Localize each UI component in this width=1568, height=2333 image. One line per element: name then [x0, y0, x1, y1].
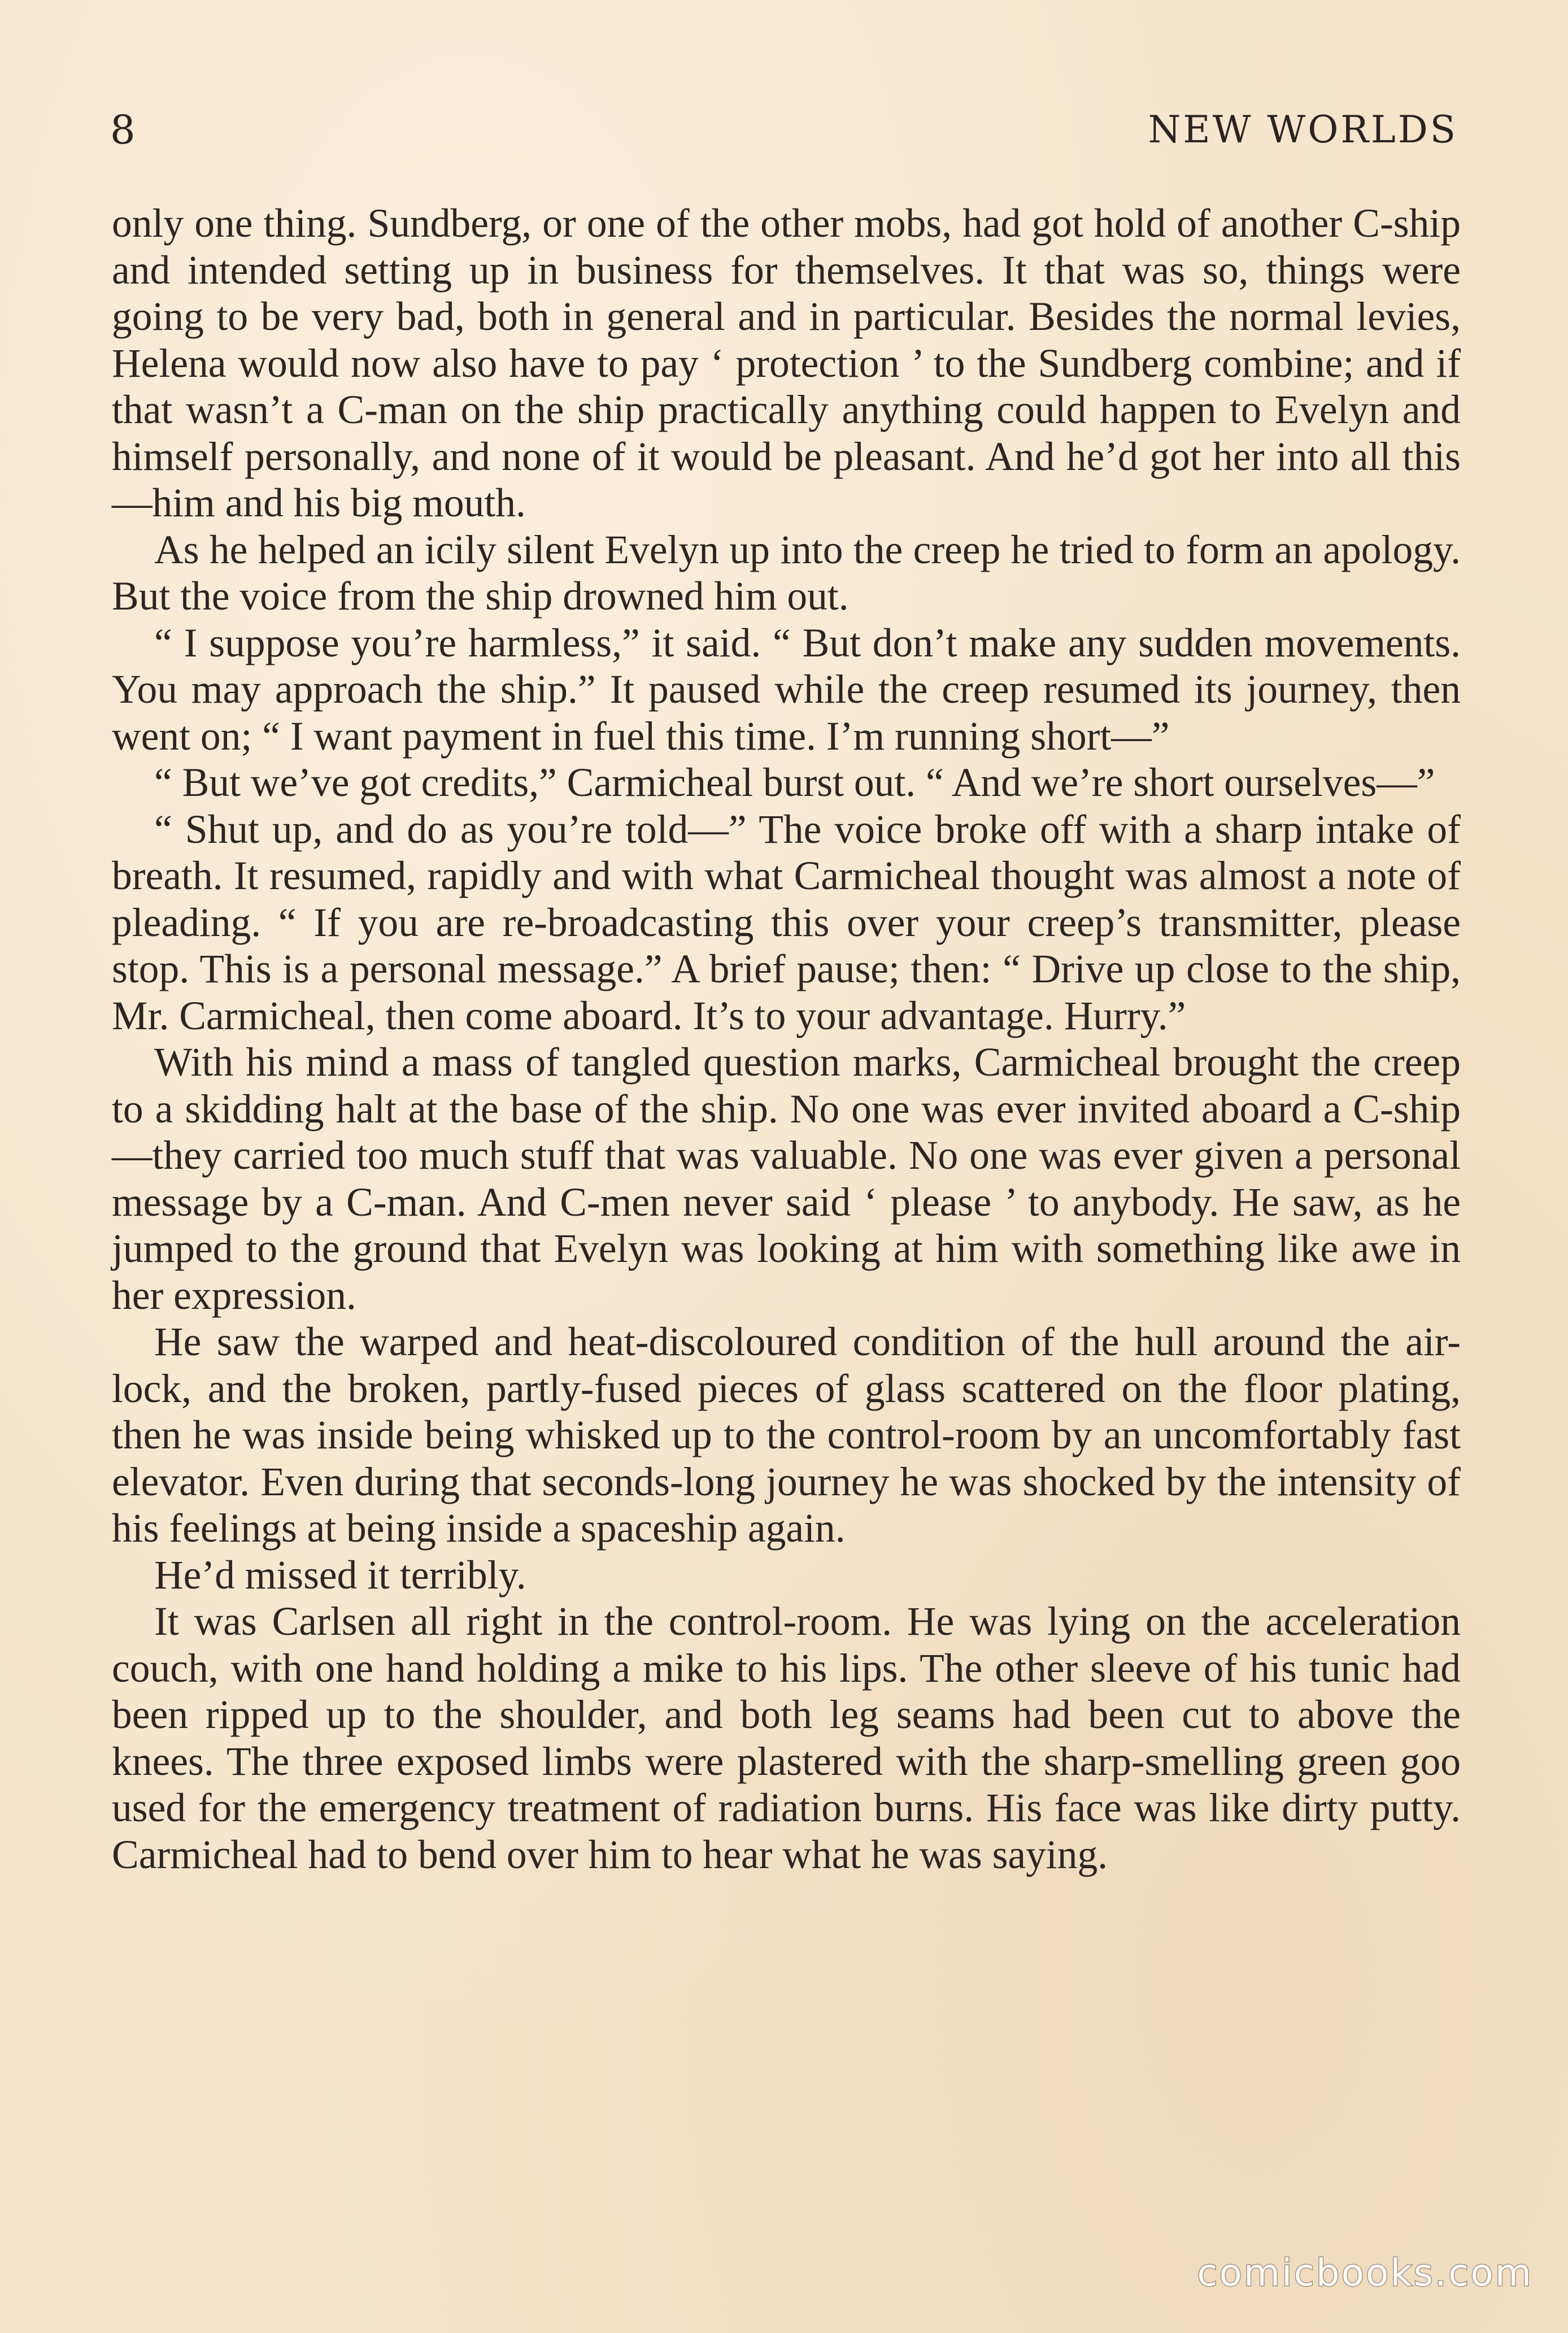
paragraph: only one thing. Sundberg, or one of the other mobs, had got hold of another C-ship and intended setting up in business for themselves. It that was so, things were going to be very bad, both in general and in particular. Besides the normal levies, Helena would now also have to pay ‘ protection ’ to the Sundberg combine; and if that wasn’t a C-man on the ship practically anything could happen to Evelyn and himself personally, and none of it would be pleasant. And he’d got her into all this—him and his big mouth. — [112, 201, 1461, 525]
paragraph: “ Shut up, and do as you’re told—” The voice broke off with a sharp intake of breath. It resumed, rapidly and with what Carmicheal thought was almost a note of pleading. “ If you are re-broadcasting this over your creep’s transmitter, please stop. This is a personal message.” A brief pause; then: “ Drive up close to the ship, Mr. Carmicheal, then come aboard. It’s to your advantage. Hurry.” — [112, 807, 1461, 1038]
paragraph: He’d missed it terribly. — [154, 1552, 526, 1598]
running-title: NEW WORLDS — [1148, 108, 1458, 151]
paragraph: He saw the warped and heat-discoloured condition of the hull around the air-lock, and the broken, partly-fused pieces of glass scattered on the floor plating, then he was inside being whisked up to the control-room by an uncomfortably fast elevator. Even during that seconds-long journey he was shocked by the intensity of his feelings at being inside a spaceship again. — [112, 1320, 1461, 1551]
paragraph: It was Carlsen all right in the control-room. He was lying on the acceleration couch, with one hand holding a mike to his lips. The other sleeve of his tunic had been ripped up to the shoulder, and both leg seams had been cut to above the knees. The three exposed limbs were plastered with the sharp-smelling green goo used for the emergency treatment of radiation burns. His face was like dirty putty. Carmicheal had to bend over him to hear what he was saying. — [112, 1599, 1461, 1877]
page-header — [110, 105, 1458, 155]
paragraph: “ I suppose you’re harmless,” it said. “ But don’t make any sudden movements. You may approach the ship.” It paused while the creep resumed its journey, then went on; “ I want payment in fuel this time. I’m running short—” — [112, 620, 1461, 759]
page-number: 8 — [110, 107, 136, 153]
paragraph: As he helped an icily silent Evelyn up into the creep he tried to form an apology. But the voice from the ship drowned him out. — [112, 527, 1461, 619]
watermark-logo: comicbooks.com — [1197, 2251, 1533, 2295]
story-text — [112, 201, 1461, 1878]
paragraph: With his mind a mass of tangled question marks, Carmicheal brought the creep to a skidding halt at the base of the ship. No one was ever invited aboard a C-ship—they carried too much stuff that was valuable. No one was ever given a personal message by a C-man. And C-men never said ‘ please ’ to anybody. He saw, as he jumped to the ground that Evelyn was looking at him with something like awe in her expression. — [112, 1040, 1461, 1318]
paragraph: “ But we’ve got credits,” Carmicheal burst out. “ And we’re short ourselves—” — [154, 760, 1435, 805]
